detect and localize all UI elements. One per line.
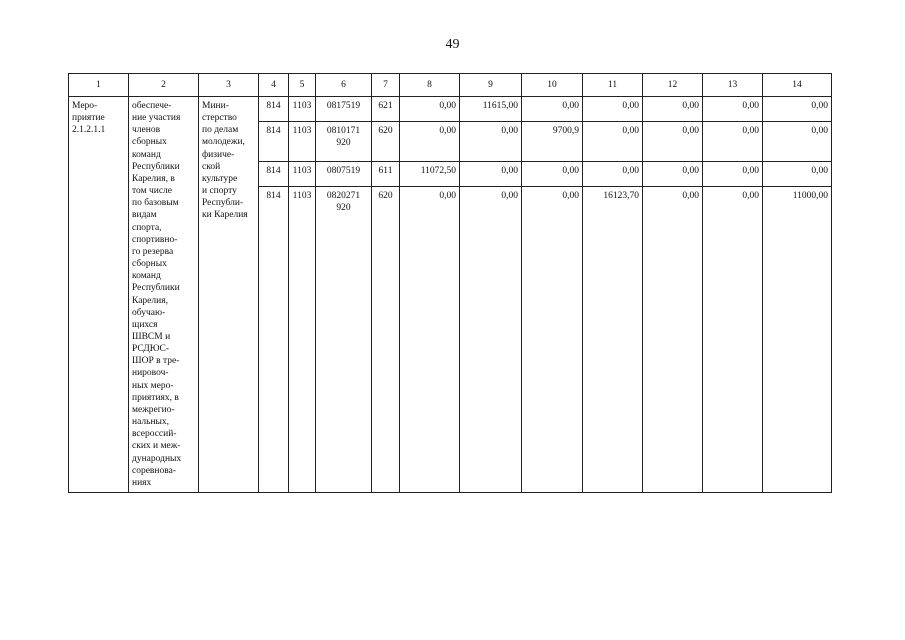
amount-cell: 9700,9 <box>522 122 583 162</box>
amount-cell: 11000,00 <box>763 187 832 493</box>
header-cell: 1 <box>69 74 129 97</box>
event-cell: Меро- приятие 2.1.2.1.1 <box>69 97 129 493</box>
section-cell: 1103 <box>289 187 316 493</box>
header-cell: 7 <box>372 74 400 97</box>
amount-cell: 0,00 <box>643 97 703 122</box>
amount-cell: 0,00 <box>460 187 522 493</box>
amount-cell: 0,00 <box>522 162 583 187</box>
amount-cell: 0,00 <box>763 122 832 162</box>
table-row <box>69 97 832 122</box>
header-cell: 4 <box>259 74 289 97</box>
amount-cell: 0,00 <box>400 97 460 122</box>
section-cell: 1103 <box>289 122 316 162</box>
amount-cell: 0,00 <box>522 97 583 122</box>
amount-cell: 0,00 <box>522 187 583 493</box>
amount-cell: 11615,00 <box>460 97 522 122</box>
header-cell: 11 <box>583 74 643 97</box>
amount-cell: 0,00 <box>643 162 703 187</box>
amount-cell: 0,00 <box>763 162 832 187</box>
budget-table <box>68 73 832 493</box>
amount-cell: 0,00 <box>703 122 763 162</box>
expense-type-cell: 621 <box>372 97 400 122</box>
header-cell: 2 <box>129 74 199 97</box>
target-article-cell: 0820271 920 <box>316 187 372 493</box>
amount-cell: 0,00 <box>583 162 643 187</box>
amount-cell: 0,00 <box>643 187 703 493</box>
amount-cell: 0,00 <box>400 187 460 493</box>
grbs-cell: 814 <box>259 97 289 122</box>
header-cell: 8 <box>400 74 460 97</box>
amount-cell: 0,00 <box>763 97 832 122</box>
amount-cell: 0,00 <box>460 122 522 162</box>
amount-cell: 0,00 <box>583 122 643 162</box>
amount-cell: 0,00 <box>703 97 763 122</box>
grbs-cell: 814 <box>259 122 289 162</box>
grbs-cell: 814 <box>259 187 289 493</box>
expense-type-cell: 620 <box>372 122 400 162</box>
target-article-cell: 0817519 <box>316 97 372 122</box>
header-cell: 3 <box>199 74 259 97</box>
expense-type-cell: 611 <box>372 162 400 187</box>
header-cell: 13 <box>703 74 763 97</box>
executor-cell: Мини- стерство по делам молодежи, физиче- ской культуре и спорту Республи- ки Карелия <box>199 97 259 493</box>
amount-cell: 11072,50 <box>400 162 460 187</box>
description-cell: обеспече- ние участия членов сборных команд Республики Карелия, в том числе по базовым видам спорта, спортивно- го резерва сборных команд Республики Карелия, обучаю- щихся ШВСМ и РСДЮС- ШОР в тре- нировоч- ных меро- приятиях, в межрегио- нальных, всероссий- ских и меж- дународных соревнова- ниях <box>129 97 199 493</box>
header-cell: 9 <box>460 74 522 97</box>
header-cell: 5 <box>289 74 316 97</box>
header-cell: 12 <box>643 74 703 97</box>
expense-type-cell: 620 <box>372 187 400 493</box>
header-cell: 10 <box>522 74 583 97</box>
header-row <box>69 74 832 97</box>
amount-cell: 0,00 <box>460 162 522 187</box>
page-number: 49 <box>445 37 460 52</box>
amount-cell: 0,00 <box>643 122 703 162</box>
grbs-cell: 814 <box>259 162 289 187</box>
target-article-cell: 0810171 920 <box>316 122 372 162</box>
amount-cell: 0,00 <box>583 97 643 122</box>
amount-cell: 0,00 <box>400 122 460 162</box>
section-cell: 1103 <box>289 162 316 187</box>
amount-cell: 16123,70 <box>583 187 643 493</box>
header-cell: 6 <box>316 74 372 97</box>
header-cell: 14 <box>763 74 832 97</box>
amount-cell: 0,00 <box>703 187 763 493</box>
target-article-cell: 0807519 <box>316 162 372 187</box>
section-cell: 1103 <box>289 97 316 122</box>
amount-cell: 0,00 <box>703 162 763 187</box>
